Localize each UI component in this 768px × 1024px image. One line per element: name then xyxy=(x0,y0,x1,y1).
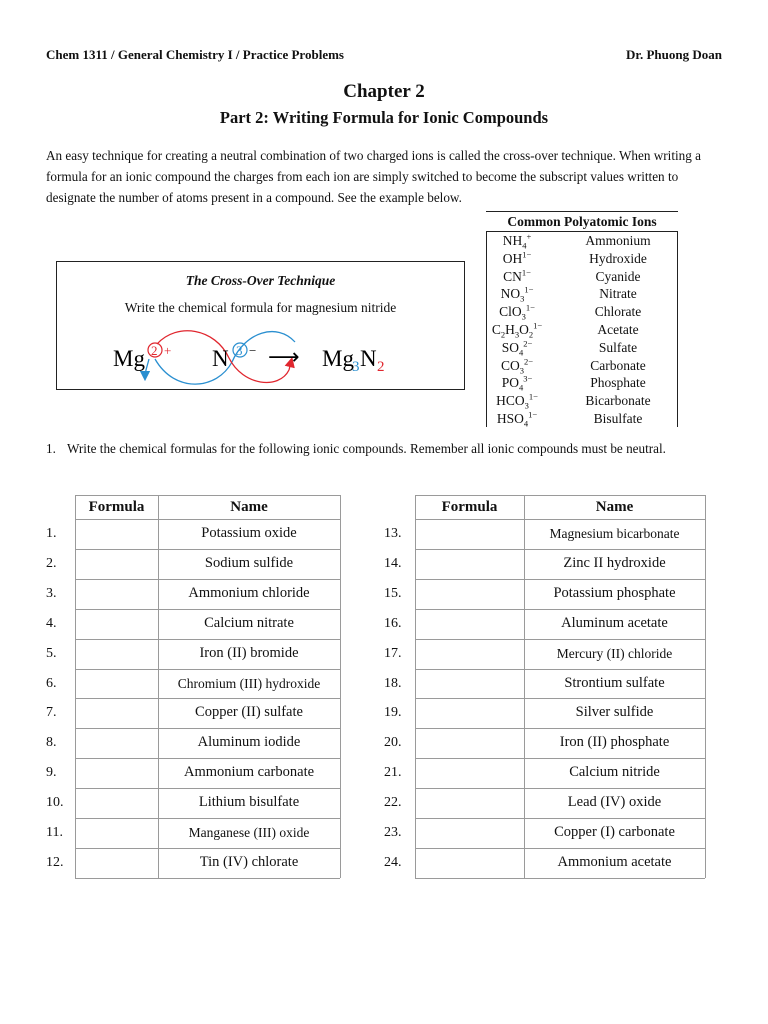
formula-answer-cell[interactable] xyxy=(416,789,524,818)
compound-name: Manganese (III) oxide xyxy=(188,825,310,840)
formula-answer-cell[interactable] xyxy=(76,610,158,639)
ion-formula: $HSO_4^{1-}$ xyxy=(496,409,538,429)
cation-charge: 2 xyxy=(151,343,158,358)
compound-name: Aluminum iodide xyxy=(197,734,301,751)
formula-answer-cell[interactable] xyxy=(416,520,524,549)
ion-name: Bisulfate xyxy=(593,411,643,426)
ion-formula: $CN^{1-}$ xyxy=(503,267,531,284)
product-anion: N xyxy=(360,346,377,371)
ion-name: Bicarbonate xyxy=(585,393,651,409)
ion-formula: $PO_4^{3-}$ xyxy=(501,373,533,394)
ion-name: Chlorate xyxy=(594,304,642,320)
row-number: 8. xyxy=(46,735,57,751)
row-number: 17. xyxy=(384,645,402,661)
product-cation: Mg xyxy=(322,346,354,371)
compound-name: Chromium (III) hydroxide xyxy=(177,675,321,691)
crossover-example-box xyxy=(56,261,465,390)
row-number: 16. xyxy=(384,615,402,631)
row-number: 21. xyxy=(384,765,402,781)
ion-formula: $OH^{1-}$ xyxy=(502,249,532,266)
ion-formula: $SO_4^{2-}$ xyxy=(501,338,533,358)
row-number: 4. xyxy=(46,615,57,631)
formula-answer-cell[interactable] xyxy=(416,819,524,848)
compound-name: Calcium nitride xyxy=(569,764,660,781)
ion-name: Hydroxide xyxy=(589,250,647,266)
compound-name: Potassium phosphate xyxy=(553,584,676,601)
compound-name: Ammonium carbonate xyxy=(183,764,315,781)
ion-name: Sulfate xyxy=(598,339,638,355)
formula-answer-cell[interactable] xyxy=(416,580,524,609)
row-number: 10. xyxy=(46,795,64,811)
ion-name: Cyanide xyxy=(595,268,641,284)
row-number: 9. xyxy=(46,765,57,781)
polyatomic-row xyxy=(486,321,678,339)
row-number: 14. xyxy=(384,555,402,571)
instructor-name: Dr. Phuong Doan xyxy=(626,47,722,62)
polyatomic-row xyxy=(486,339,678,357)
compound-name: Copper (I) carbonate xyxy=(554,824,675,840)
compound-name: Mercury (II) chloride xyxy=(556,645,673,661)
left-name-header: Name xyxy=(230,499,268,515)
ion-formula: $HCO_3^{1-}$ xyxy=(496,391,538,411)
polyatomic-row xyxy=(486,410,678,428)
row-number: 11. xyxy=(46,825,63,840)
compound-name: Copper (II) sulfate xyxy=(195,704,303,721)
polyatomic-row xyxy=(486,374,678,392)
polyatomic-row xyxy=(486,392,678,410)
chapter-title: Chapter 2 xyxy=(343,81,425,102)
compound-name: Potassium oxide xyxy=(201,525,297,541)
row-number: 24. xyxy=(384,854,402,870)
compound-name: Silver sulfide xyxy=(575,704,654,721)
formula-answer-cell[interactable] xyxy=(76,759,158,788)
ion-name: Phosphate xyxy=(590,375,646,391)
question-text: Write the chemical formulas for the following ionic compounds. Remember all ionic compounds must be neutral. xyxy=(67,441,666,456)
row-number: 15. xyxy=(384,585,402,601)
compound-name: Calcium nitrate xyxy=(204,614,294,631)
ion-name: Nitrate xyxy=(599,286,637,302)
table-gridline xyxy=(415,878,705,879)
compound-name: Strontium sulfate xyxy=(564,674,665,691)
part-title: Part 2: Writing Formula for Ionic Compounds xyxy=(219,108,549,127)
crossover-diagram xyxy=(57,262,464,389)
formula-answer-cell[interactable] xyxy=(76,580,158,609)
table-gridline xyxy=(340,495,341,878)
compound-name: Lithium bisulfate xyxy=(198,794,300,811)
formula-answer-cell[interactable] xyxy=(76,699,158,728)
row-number: 23. xyxy=(384,825,402,840)
formula-answer-cell[interactable] xyxy=(76,819,158,848)
formula-answer-cell[interactable] xyxy=(416,640,524,669)
formula-answer-cell[interactable] xyxy=(416,610,524,639)
product-cation-subscript: 3 xyxy=(352,359,360,375)
ion-formula: ClO$_3^{1-}$ xyxy=(499,302,535,322)
crossover-title: The Cross-Over Technique xyxy=(185,273,336,288)
compound-name: Aluminum acetate xyxy=(561,614,668,631)
formula-answer-cell[interactable] xyxy=(416,729,524,758)
ion-name: Acetate xyxy=(597,322,639,337)
ion-formula: $NO_3^{1-}$ xyxy=(500,284,534,305)
row-number: 19. xyxy=(384,705,402,721)
formula-answer-cell[interactable] xyxy=(416,550,524,579)
polyatomic-table-title: Common Polyatomic Ions xyxy=(486,211,678,232)
anion-symbol: N xyxy=(212,346,229,371)
compound-name: Magnesium bicarbonate xyxy=(549,526,680,541)
polyatomic-row xyxy=(486,268,678,286)
table-gridline xyxy=(705,495,706,878)
compound-name: Zinc II hydroxide xyxy=(563,554,666,571)
course-header: Chem 1311 / General Chemistry I / Practice Problems xyxy=(46,47,344,62)
row-number: 7. xyxy=(46,705,57,721)
row-number: 22. xyxy=(384,795,402,811)
formula-answer-cell[interactable] xyxy=(416,699,524,728)
right-formula-header: Formula xyxy=(441,499,498,515)
ion-name: Carbonate xyxy=(590,357,646,373)
product-anion-subscript: 2 xyxy=(377,359,385,375)
ion-formula: $C_2H_3O_2^{1-}$ xyxy=(491,320,543,340)
formula-answer-cell[interactable] xyxy=(76,550,158,579)
compound-name: Tin (IV) chlorate xyxy=(199,853,299,870)
compound-name: Ammonium chloride xyxy=(188,584,310,601)
formula-answer-cell[interactable] xyxy=(76,729,158,758)
polyatomic-row xyxy=(486,285,678,303)
ion-name: Ammonium xyxy=(585,233,651,248)
row-number: 13. xyxy=(384,526,402,541)
row-number: 18. xyxy=(384,675,402,691)
question-number: 1. xyxy=(46,441,56,456)
compound-name: Lead (IV) oxide xyxy=(567,794,662,811)
formula-answer-cell[interactable] xyxy=(76,789,158,818)
formula-answer-cell[interactable] xyxy=(76,670,158,699)
row-number: 3. xyxy=(46,585,57,601)
cation-sign: + xyxy=(164,343,172,358)
ion-formula: $CO_3^{2-}$ xyxy=(500,356,534,376)
row-number: 20. xyxy=(384,735,402,751)
formula-answer-cell[interactable] xyxy=(76,640,158,669)
polyatomic-row xyxy=(486,232,678,250)
row-number: 12. xyxy=(46,854,64,870)
anion-sign: − xyxy=(249,343,257,358)
anion-charge: 3 xyxy=(236,343,243,358)
right-name-header: Name xyxy=(595,499,634,515)
compound-name: Sodium sulfide xyxy=(204,554,294,571)
formula-answer-cell[interactable] xyxy=(76,520,158,549)
crossover-prompt: Write the chemical formula for magnesium nitride xyxy=(124,300,397,315)
cross-arrow-blue xyxy=(145,359,149,376)
formula-answer-cell[interactable] xyxy=(416,670,524,699)
polyatomic-row xyxy=(486,303,678,321)
row-number: 2. xyxy=(46,555,57,571)
formula-answer-cell[interactable] xyxy=(76,849,158,878)
intro-paragraph: An easy technique for creating a neutral combination of two charged ions is called the cross-over technique. When writing a formula for an ionic compound the charges from each ion are simply switched to become the subscript values written to designate the number of atoms present in a compound. See the example below. xyxy=(46,148,702,205)
reaction-arrow: ⟶ xyxy=(268,345,300,370)
polyatomic-ions-table xyxy=(486,211,678,427)
compound-name: Iron (II) bromide xyxy=(199,644,299,661)
row-number: 1. xyxy=(46,526,57,541)
ion-formula: $NH_4^+$ xyxy=(502,231,532,251)
polyatomic-row xyxy=(486,250,678,268)
left-formula-header: Formula xyxy=(88,499,145,515)
row-number: 5. xyxy=(46,645,57,661)
formula-answer-cell[interactable] xyxy=(416,759,524,788)
formula-answer-cell[interactable] xyxy=(416,849,524,878)
compound-name: Ammonium acetate xyxy=(557,853,672,870)
compound-name: Iron (II) phosphate xyxy=(559,734,670,751)
polyatomic-row xyxy=(486,357,678,375)
row-number: 6. xyxy=(46,675,57,691)
table-gridline xyxy=(75,878,340,879)
cation-symbol: Mg xyxy=(113,346,145,371)
